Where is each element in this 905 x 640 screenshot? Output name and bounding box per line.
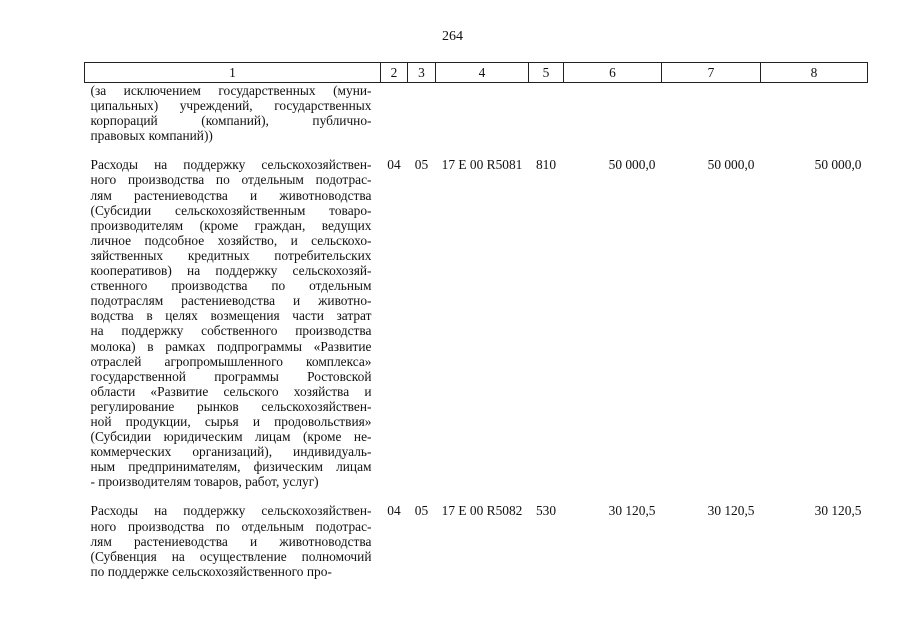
description-line: отраслей агропромышленного комплекса»	[90, 353, 372, 369]
expense-type-code	[529, 83, 564, 144]
header-col-1: 1	[85, 63, 381, 83]
section-code	[381, 83, 408, 144]
description-line: (Субсидии сельскохозяйственным товаро-	[90, 202, 372, 218]
header-col-2: 2	[381, 63, 408, 83]
description-line: личное подсобное хозяйство, и сельскохо-	[90, 232, 372, 248]
description-line: государственной программы Ростовской	[90, 368, 372, 384]
description-line: регулирование рынков сельскохозяйствен-	[90, 398, 372, 414]
description-line: по поддержке сельскохозяйственного про-	[90, 563, 332, 579]
description-line: ственного производства по отдельным	[90, 278, 372, 294]
row-spacer	[85, 489, 868, 503]
target-article-code: 17 Е 00 R5082	[441, 503, 523, 519]
section-code: 04	[387, 503, 401, 519]
subsection-code: 05	[414, 157, 429, 173]
description-line: производителям (кроме граждан, ведущих	[90, 217, 372, 233]
header-col-5: 5	[529, 63, 564, 83]
description-line: на поддержку собственного производства	[90, 323, 372, 339]
description-line: зяйственных кредитных потребительских	[90, 247, 372, 263]
page-number: 264	[442, 29, 463, 44]
budget-table	[84, 62, 868, 579]
amount-year-2: 50 000,0	[707, 157, 755, 173]
header-col-6: 6	[564, 63, 662, 83]
description-line: кооперативов) на поддержку сельскохозяй-	[90, 263, 372, 279]
table-row	[85, 503, 868, 578]
amount-year-3: 50 000,0	[814, 157, 862, 173]
subsection-code: 05	[414, 503, 429, 519]
description-line: подотраслям растениеводства и животно-	[90, 293, 372, 309]
target-article-code	[436, 83, 529, 144]
description-line: Расходы на поддержку сельскохозяйствен-	[90, 157, 372, 173]
header-row	[85, 63, 868, 83]
amount-year-2: 30 120,5	[707, 503, 755, 519]
expense-type-code: 810	[535, 157, 557, 173]
table-row	[85, 157, 868, 489]
header-col-3: 3	[408, 63, 436, 83]
amount-year-2	[662, 83, 761, 144]
header-col-4: 4	[436, 63, 529, 83]
description-line: корпораций (компаний), публично-	[90, 113, 372, 129]
description-line: водства в целях возмещения части затрат	[90, 308, 372, 324]
row-description	[85, 503, 381, 578]
row-description	[85, 83, 381, 144]
description-line: коммерческих организаций), индивидуаль-	[90, 444, 372, 460]
row-description	[85, 157, 381, 489]
description-line: правовых компаний))	[90, 128, 213, 144]
description-line: Расходы на поддержку сельскохозяйствен-	[90, 503, 372, 519]
amount-year-3: 30 120,5	[814, 503, 862, 519]
header-col-8: 8	[761, 63, 868, 83]
description-line: (за исключением государственных (муни-	[90, 83, 372, 98]
description-line: (Субсидии юридическим лицам (кроме не-	[90, 429, 372, 445]
section-code: 04	[387, 157, 401, 173]
amount-year-1: 30 120,5	[608, 503, 656, 519]
expense-type-code: 530	[535, 503, 557, 519]
subsection-code	[408, 83, 436, 144]
table-row	[85, 83, 868, 144]
row-spacer	[85, 143, 868, 157]
description-line: ципальных) учреждений, государственных	[90, 98, 372, 114]
description-line: ным предпринимателям, физическим лицам	[90, 459, 372, 475]
target-article-code: 17 Е 00 R5081	[441, 157, 523, 173]
amount-year-1	[564, 83, 662, 144]
description-line: ного производства по отдельным подотрас-	[90, 518, 372, 534]
description-line: области «Развитие сельского хозяйства и	[90, 383, 372, 399]
amount-year-3	[761, 83, 868, 144]
description-line: ной продукции, сырья и продовольствия»	[90, 413, 372, 429]
amount-year-1: 50 000,0	[608, 157, 656, 173]
description-line: (Субвенция на осуществление полномочий	[90, 548, 372, 564]
description-line: лям растениеводства и животноводства	[90, 187, 372, 203]
header-col-7: 7	[662, 63, 761, 83]
description-line: молока) в рамках подпрограммы «Развитие	[90, 338, 372, 354]
description-line: ного производства по отдельным подотрас-	[90, 172, 372, 188]
description-line: - производителям товаров, работ, услуг)	[90, 474, 319, 490]
description-line: лям растениеводства и животноводства	[90, 533, 372, 549]
